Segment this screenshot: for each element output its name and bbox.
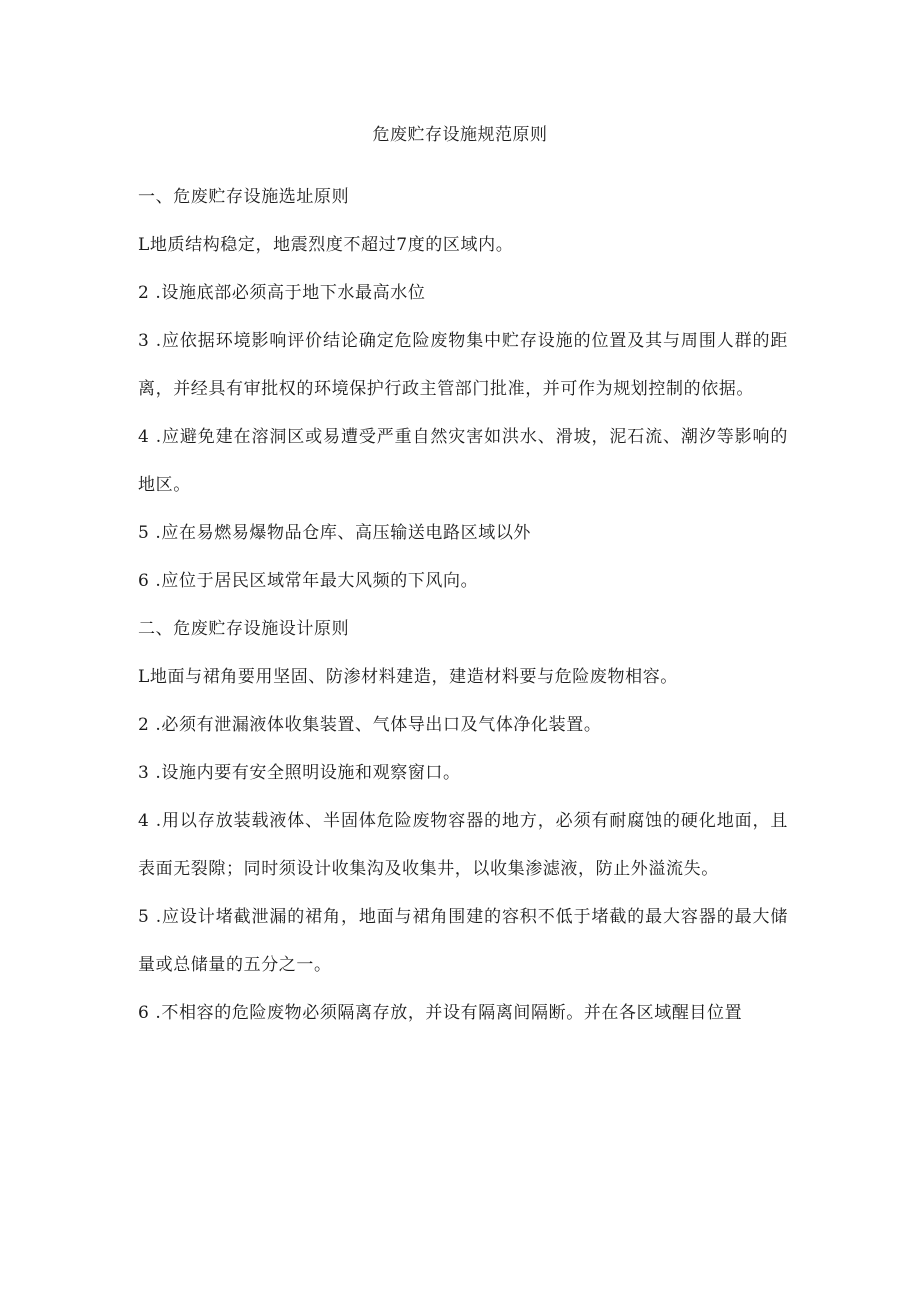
paragraph-siting-2: 2 .设施底部必须高于地下水最高水位 [138, 283, 426, 303]
paragraph-design-3: 3 .设施内要有安全照明设施和观察窗口。 [138, 763, 461, 783]
paragraph-design-1: L地面与裙角要用坚固、防渗材料建造，建造材料要与危险废物相容。 [138, 667, 678, 687]
paragraph-design-6: 6 .不相容的危险废物必须隔离存放，并设有隔离间隔断。并在各区域醒目位置 [138, 1003, 743, 1023]
section-heading-siting: 一、危废贮存设施选址原则 [138, 187, 350, 207]
paragraph-siting-5: 5 .应在易燃易爆物品仓库、高压输送电路区域以外 [138, 523, 532, 543]
paragraph-design-2: 2 .必须有泄漏液体收集装置、气体导出口及气体净化装置。 [138, 715, 602, 735]
paragraph-siting-1: L地质结构稳定，地震烈度不超过7度的区域内。 [138, 235, 514, 255]
paragraph-siting-3: 3 .应依据环境影响评价结论确定危险废物集中贮存设施的位置及其与周围人群的距离，并经具有审批权的环境保护行政主管部门批准，并可作为规划控制的依据。 [138, 331, 788, 399]
paragraph-siting-4: 4 .应避免建在溶洞区或易遭受严重自然灾害如洪水、滑坡，泥石流、潮汐等影响的地区。 [138, 427, 788, 495]
paragraph-siting-6: 6 .应位于居民区域常年最大风频的下风向。 [138, 571, 479, 591]
section-heading-design: 二、危废贮存设施设计原则 [138, 619, 350, 639]
paragraph-design-5: 5 .应设计堵截泄漏的裙角，地面与裙角围建的容积不低于堵截的最大容器的最大储量或总储量的五分之一。 [138, 907, 788, 975]
paragraph-design-4: 4 .用以存放装载液体、半固体危险废物容器的地方，必须有耐腐蚀的硬化地面，且表面无裂隙；同时须设计收集沟及收集井，以收集渗滤液，防止外溢流失。 [138, 811, 788, 879]
document-title: 危废贮存设施规范原则 [372, 125, 548, 145]
document-body [138, 173, 788, 1037]
